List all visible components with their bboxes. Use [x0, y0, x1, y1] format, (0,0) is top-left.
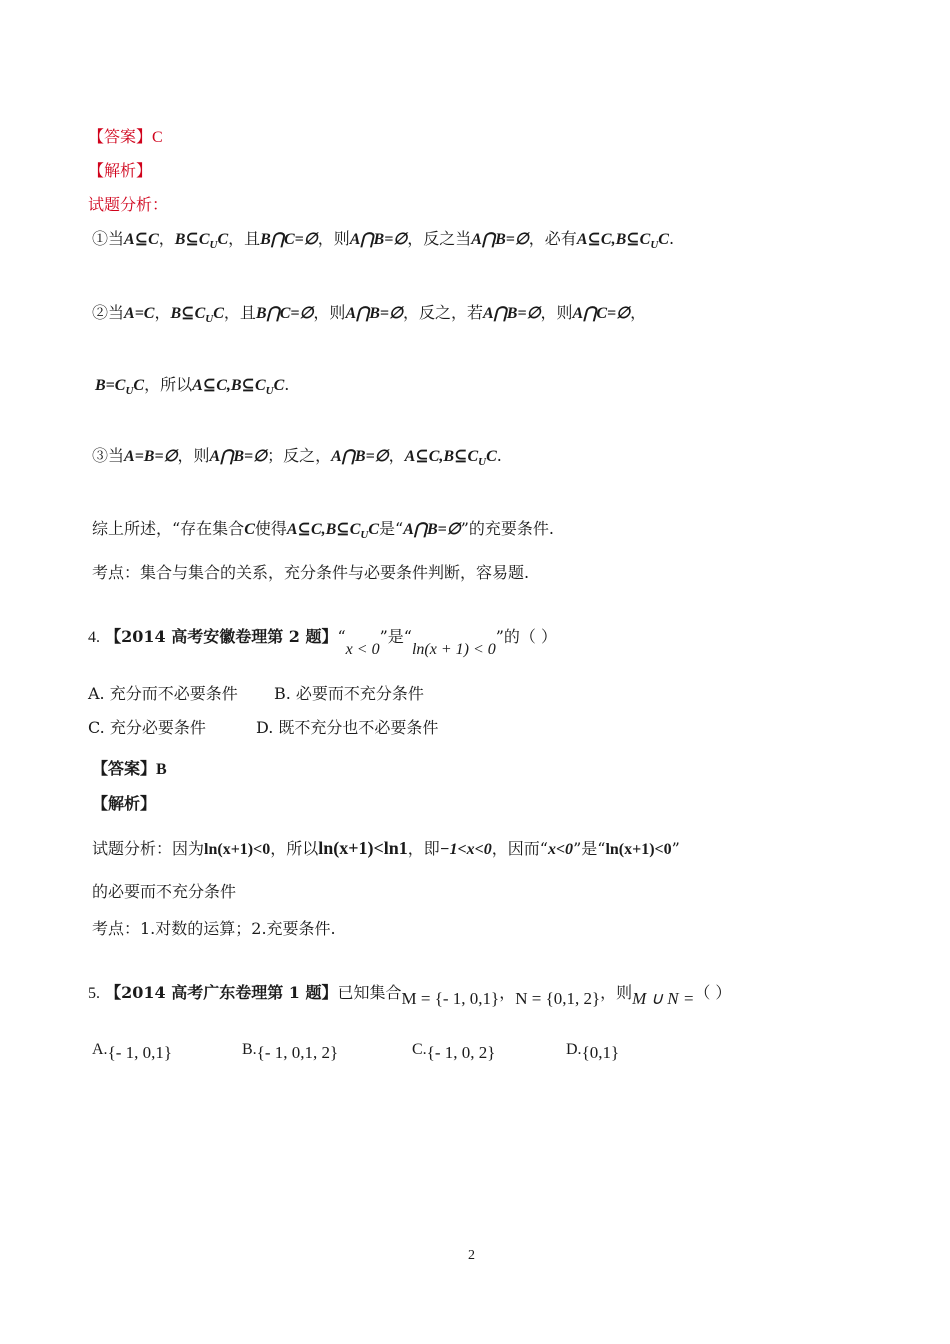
case1-txt2: ，则: [317, 229, 350, 248]
summary-cond2-sub: U: [360, 529, 369, 542]
q4-analysis-txt6: ”: [671, 839, 680, 858]
case1-cond6: A⊆C,B⊆C: [576, 231, 651, 248]
q3-case2: [92, 302, 646, 330]
summary-cond3: A⋂B=∅: [403, 521, 461, 538]
case2-txt2: ，则: [313, 303, 346, 322]
q4-analysis-cond5: ln(x+1)<0: [605, 841, 672, 858]
case1-end: .: [668, 229, 675, 248]
case2b-cond2-end: C: [273, 377, 285, 394]
case2b-cond1-end: C: [133, 377, 145, 394]
q3-answer-value: C: [152, 129, 163, 146]
page-number: 2: [468, 1248, 475, 1263]
q3-keypoint: 考点：集合与集合的关系，充分条件与必要条件判断，容易题.: [92, 563, 530, 582]
case3-cond1: A=B=∅: [124, 448, 178, 465]
q4-analysis-cond1: ln(x+1)<0: [204, 841, 271, 858]
q4-answer: [92, 758, 167, 781]
summary-txt3: 是“: [379, 519, 404, 538]
q4-analysis-label: 【解析】: [92, 794, 157, 813]
case3-cond4-end: C: [486, 448, 497, 465]
q4-option-a: A. 充分而不必要条件: [88, 684, 238, 703]
q5-txt2: ，则: [600, 983, 633, 1002]
q5-option-c-label: C.: [412, 1041, 427, 1058]
q5-option-d-label: D.: [566, 1041, 582, 1058]
q4-answer-label: 【答案】: [92, 759, 157, 778]
summary-txt2: 使得: [254, 519, 287, 538]
q5-set-m: M = {- 1, 0,1}: [401, 989, 500, 1008]
case1-txt1: ，且: [228, 229, 261, 248]
case3-txt3: ，: [388, 446, 405, 465]
q5-txt1: 已知集合: [337, 983, 402, 1002]
q5-sep: ，: [499, 983, 516, 1002]
case2-txt3: ，反之，若: [402, 303, 483, 322]
case2-cond4: A⋂B=∅: [345, 305, 403, 322]
case2b-cond2-sub: U: [265, 385, 274, 398]
q4-analysis-txt1: 试题分析：因为: [92, 839, 205, 858]
case1-sep: ，: [158, 229, 175, 248]
q5-option-b-value: {- 1, 0,1, 2}: [256, 1043, 339, 1062]
q5-option-c: [412, 1042, 495, 1065]
case1-txt4: ，必有: [528, 229, 577, 248]
case2b-end: .: [284, 375, 290, 394]
case2-txt5: ，: [630, 303, 647, 322]
q4-analysis-cond4: x<0: [547, 841, 574, 858]
case3-cond4: A⊆C,B⊆C: [404, 448, 479, 465]
q4-analysis-txt4: ，因而“: [491, 839, 548, 858]
q4-source: 【2014 高考安徽卷理第 2 题】: [105, 627, 338, 646]
q5-source: 【2014 高考广东卷理第 1 题】: [105, 983, 338, 1002]
q4-option-b: B. 必要而不充分条件: [274, 684, 424, 703]
q5-set-n: N = {0,1, 2}: [515, 989, 601, 1008]
case1-cond2-sub: U: [209, 239, 218, 252]
q4-analysis-cond2: ln(x+1)<ln1: [318, 838, 408, 858]
q4-analysis-txt3: ，即: [407, 839, 440, 858]
q4-mid: ”是“: [379, 627, 412, 646]
q4-analysis-txt2: ，所以: [270, 839, 319, 858]
case3-txt1: ，则: [177, 446, 210, 465]
q5-option-d-value: {0,1}: [581, 1043, 620, 1062]
q5-option-d: [566, 1042, 619, 1065]
case1-cond1: A⊆C: [124, 231, 159, 248]
case2-txt4: ，则: [540, 303, 573, 322]
summary-cond2: A⊆C,B⊆C: [286, 521, 361, 538]
q3-answer: [88, 126, 163, 149]
q4-answer-value: B: [156, 761, 167, 778]
q4-number: 4.: [88, 629, 100, 646]
q3-summary: [92, 518, 554, 546]
case2-sep: ，: [154, 303, 171, 322]
case3-end: .: [496, 446, 502, 465]
case2-cond3: B⋂C=∅: [255, 305, 314, 322]
case3-num: ③当: [92, 446, 125, 465]
q5-option-b-label: B.: [242, 1041, 257, 1058]
q5-number: 5.: [88, 985, 100, 1002]
case1-cond2-end: C: [217, 231, 229, 248]
case1-cond6-end: C: [658, 231, 669, 248]
q5-option-a: [92, 1042, 172, 1065]
case1-num: ①当: [92, 229, 125, 248]
q4-cond1: x < 0: [345, 641, 380, 658]
q4-open: “: [337, 627, 346, 646]
summary-txt1: 综上所述，“存在集合: [92, 519, 245, 538]
q4-analysis-line2: 的必要而不充分条件: [92, 882, 237, 901]
q4-analysis-cond3: −1<x<0: [439, 841, 492, 858]
q5-option-a-label: A.: [92, 1041, 108, 1058]
case1-cond6-sub: U: [650, 239, 659, 252]
case2-cond2: B⊆C: [170, 305, 206, 322]
case2-cond2-end: C: [213, 305, 224, 322]
q3-analysis-intro: 试题分析：: [88, 195, 169, 214]
case3-cond2: A⋂B=∅: [209, 448, 268, 465]
summary-cond1: C: [244, 521, 255, 538]
q5-end: （ ）: [694, 983, 732, 1002]
q4-analysis: [92, 837, 680, 861]
case2b-cond1-sub: U: [125, 385, 134, 398]
case1-cond2: B⊆C: [174, 231, 210, 248]
q3-case3: [92, 445, 502, 473]
q3-case2-cont: [95, 374, 289, 402]
case1-cond3: B⋂C=∅: [260, 231, 318, 248]
case2-num: ②当: [92, 303, 125, 322]
q4-stem: [88, 626, 558, 658]
q4-end: ”的（ ）: [495, 627, 558, 646]
q3-case1: [92, 228, 674, 256]
case2-txt1: ，且: [223, 303, 256, 322]
q3-answer-label: 【答案】: [88, 127, 153, 146]
case2-cond5: A⋂B=∅: [482, 305, 541, 322]
q4-option-d: D. 既不充分也不必要条件: [256, 718, 439, 737]
case2b-cond2: A⊆C,B⊆C: [192, 377, 266, 394]
summary-cond2-end: C: [368, 521, 379, 538]
case1-txt3: ，反之当: [407, 229, 472, 248]
summary-txt4: ”的充要条件.: [460, 519, 554, 538]
case2b-cond1: B=C: [95, 377, 126, 394]
case3-txt2: ；反之，: [267, 446, 332, 465]
q4-cond2: ln(x + 1) < 0: [411, 641, 496, 658]
case1-cond5: A⋂B=∅: [471, 231, 529, 248]
q4-keypoint: 考点：1.对数的运算；2.充要条件.: [92, 919, 336, 938]
q5-option-b: [242, 1042, 338, 1065]
case2-cond2-sub: U: [205, 313, 214, 326]
q4-analysis-txt5: ”是“: [573, 839, 606, 858]
case1-cond4: A⋂B=∅: [349, 231, 408, 248]
case2-cond6: A⋂C=∅: [572, 305, 631, 322]
case2-cond1: A=C: [124, 305, 155, 322]
q3-analysis-label: 【解析】: [88, 161, 153, 180]
case2b-txt1: ，所以: [144, 375, 193, 394]
q5-option-a-value: {- 1, 0,1}: [107, 1043, 173, 1062]
q4-option-c: C. 充分必要条件: [88, 718, 206, 737]
q5-expr: M ∪ N =: [632, 989, 695, 1008]
case3-cond3: A⋂B=∅: [331, 448, 389, 465]
case3-cond4-sub: U: [478, 456, 487, 469]
q5-stem: [88, 982, 732, 1008]
q5-option-c-value: {- 1, 0, 2}: [426, 1043, 496, 1062]
